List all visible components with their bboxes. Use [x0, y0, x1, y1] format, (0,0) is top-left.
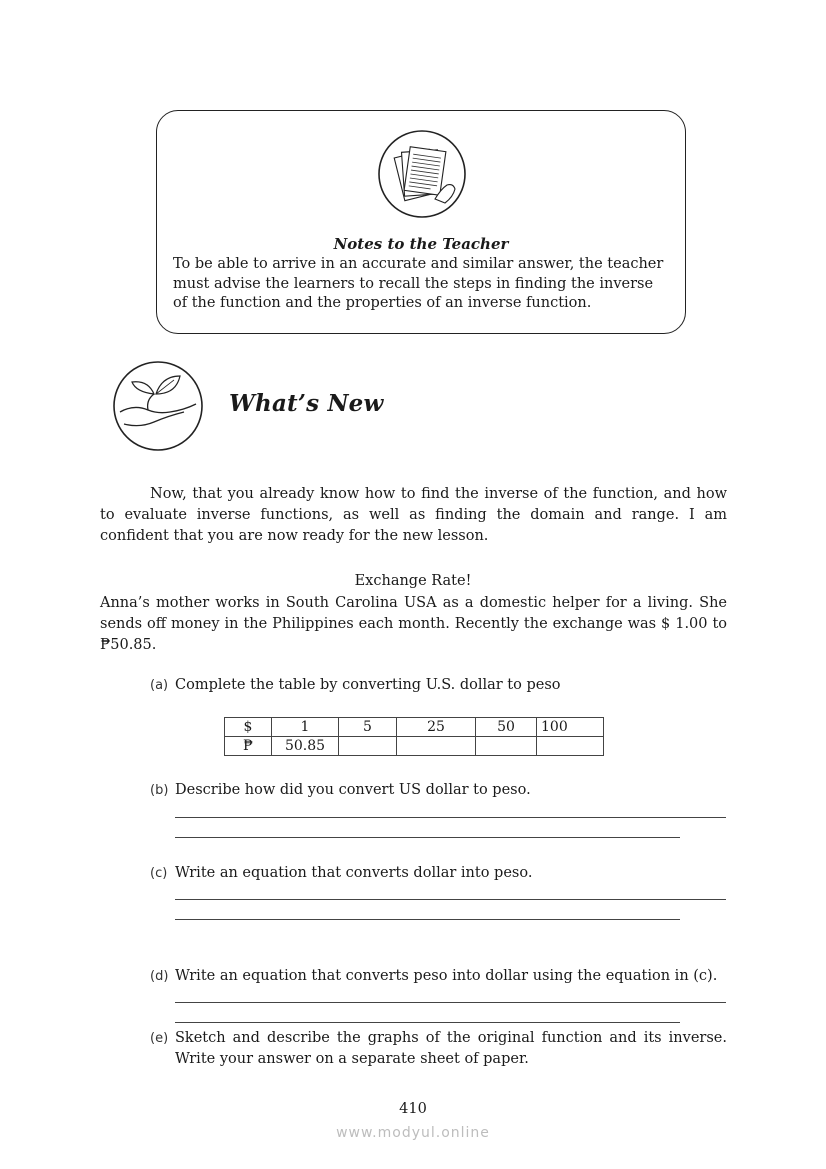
answer-line[interactable] [175, 919, 680, 920]
answer-line[interactable] [175, 1002, 726, 1003]
table-cell: 25 [397, 718, 476, 737]
answer-line[interactable] [175, 1022, 680, 1023]
item-a-text: Complete the table by converting U.S. dollar to peso [175, 677, 561, 693]
notes-to-teacher-box [156, 110, 686, 334]
table-cell: 50 [476, 718, 537, 737]
item-e-label: (e) [150, 1031, 169, 1046]
conversion-table [224, 717, 604, 756]
page-number: 410 [399, 1101, 427, 1117]
item-a [150, 675, 561, 696]
papers-in-hand-icon [377, 129, 467, 219]
table-row [225, 718, 604, 737]
table-cell: 50.85 [272, 737, 339, 756]
problem-text: Anna’s mother works in South Carolina USA as a domestic helper for a living. She sends off money in the Philippines each month. Recently the exchange was $ 1.00 to ₱50.85. [100, 595, 727, 653]
table-cell[interactable] [339, 737, 397, 756]
table-row [225, 737, 604, 756]
item-c [150, 863, 532, 884]
problem-title: Exchange Rate! [354, 573, 472, 589]
section-title: What’s New [229, 390, 384, 417]
item-b [150, 780, 531, 801]
table-cell: 100 [537, 718, 604, 737]
table-cell[interactable] [476, 737, 537, 756]
table-cell: $ [225, 718, 272, 737]
table-cell: ₱ [225, 737, 272, 756]
item-b-text: Describe how did you convert US dollar to peso. [175, 782, 531, 798]
item-d-text: Write an equation that converts peso into dollar using the equation in (c). [175, 968, 718, 984]
table-cell[interactable] [397, 737, 476, 756]
item-e [150, 1028, 727, 1070]
item-b-label: (b) [150, 783, 169, 798]
item-c-label: (c) [150, 866, 168, 881]
notes-text: To be able to arrive in an accurate and similar answer, the teacher must advise the learners to recall the steps in finding the inverse of the function and the properties of an inverse function. [173, 256, 664, 311]
answer-line[interactable] [175, 817, 726, 818]
table-cell: 5 [339, 718, 397, 737]
item-d-label: (d) [150, 969, 169, 984]
answer-line[interactable] [175, 899, 726, 900]
item-c-text: Write an equation that converts dollar into peso. [175, 865, 533, 881]
item-e-text: Sketch and describe the graphs of the original function and its inverse. Write your answer on a separate sheet of paper. [175, 1030, 727, 1067]
plant-in-hand-icon [112, 360, 204, 452]
item-a-label: (a) [150, 678, 169, 693]
answer-line[interactable] [175, 837, 680, 838]
table-cell: 1 [272, 718, 339, 737]
watermark: www.modyul.online [336, 1125, 490, 1141]
table-cell[interactable] [537, 737, 604, 756]
item-d [150, 966, 717, 987]
notes-title: Notes to the Teacher [333, 235, 509, 253]
intro-paragraph: Now, that you already know how to find the inverse of the function, and how to evaluate inverse functions, as well as finding the domain and range. I am confident that you are now ready for the new lesson. [100, 486, 727, 544]
